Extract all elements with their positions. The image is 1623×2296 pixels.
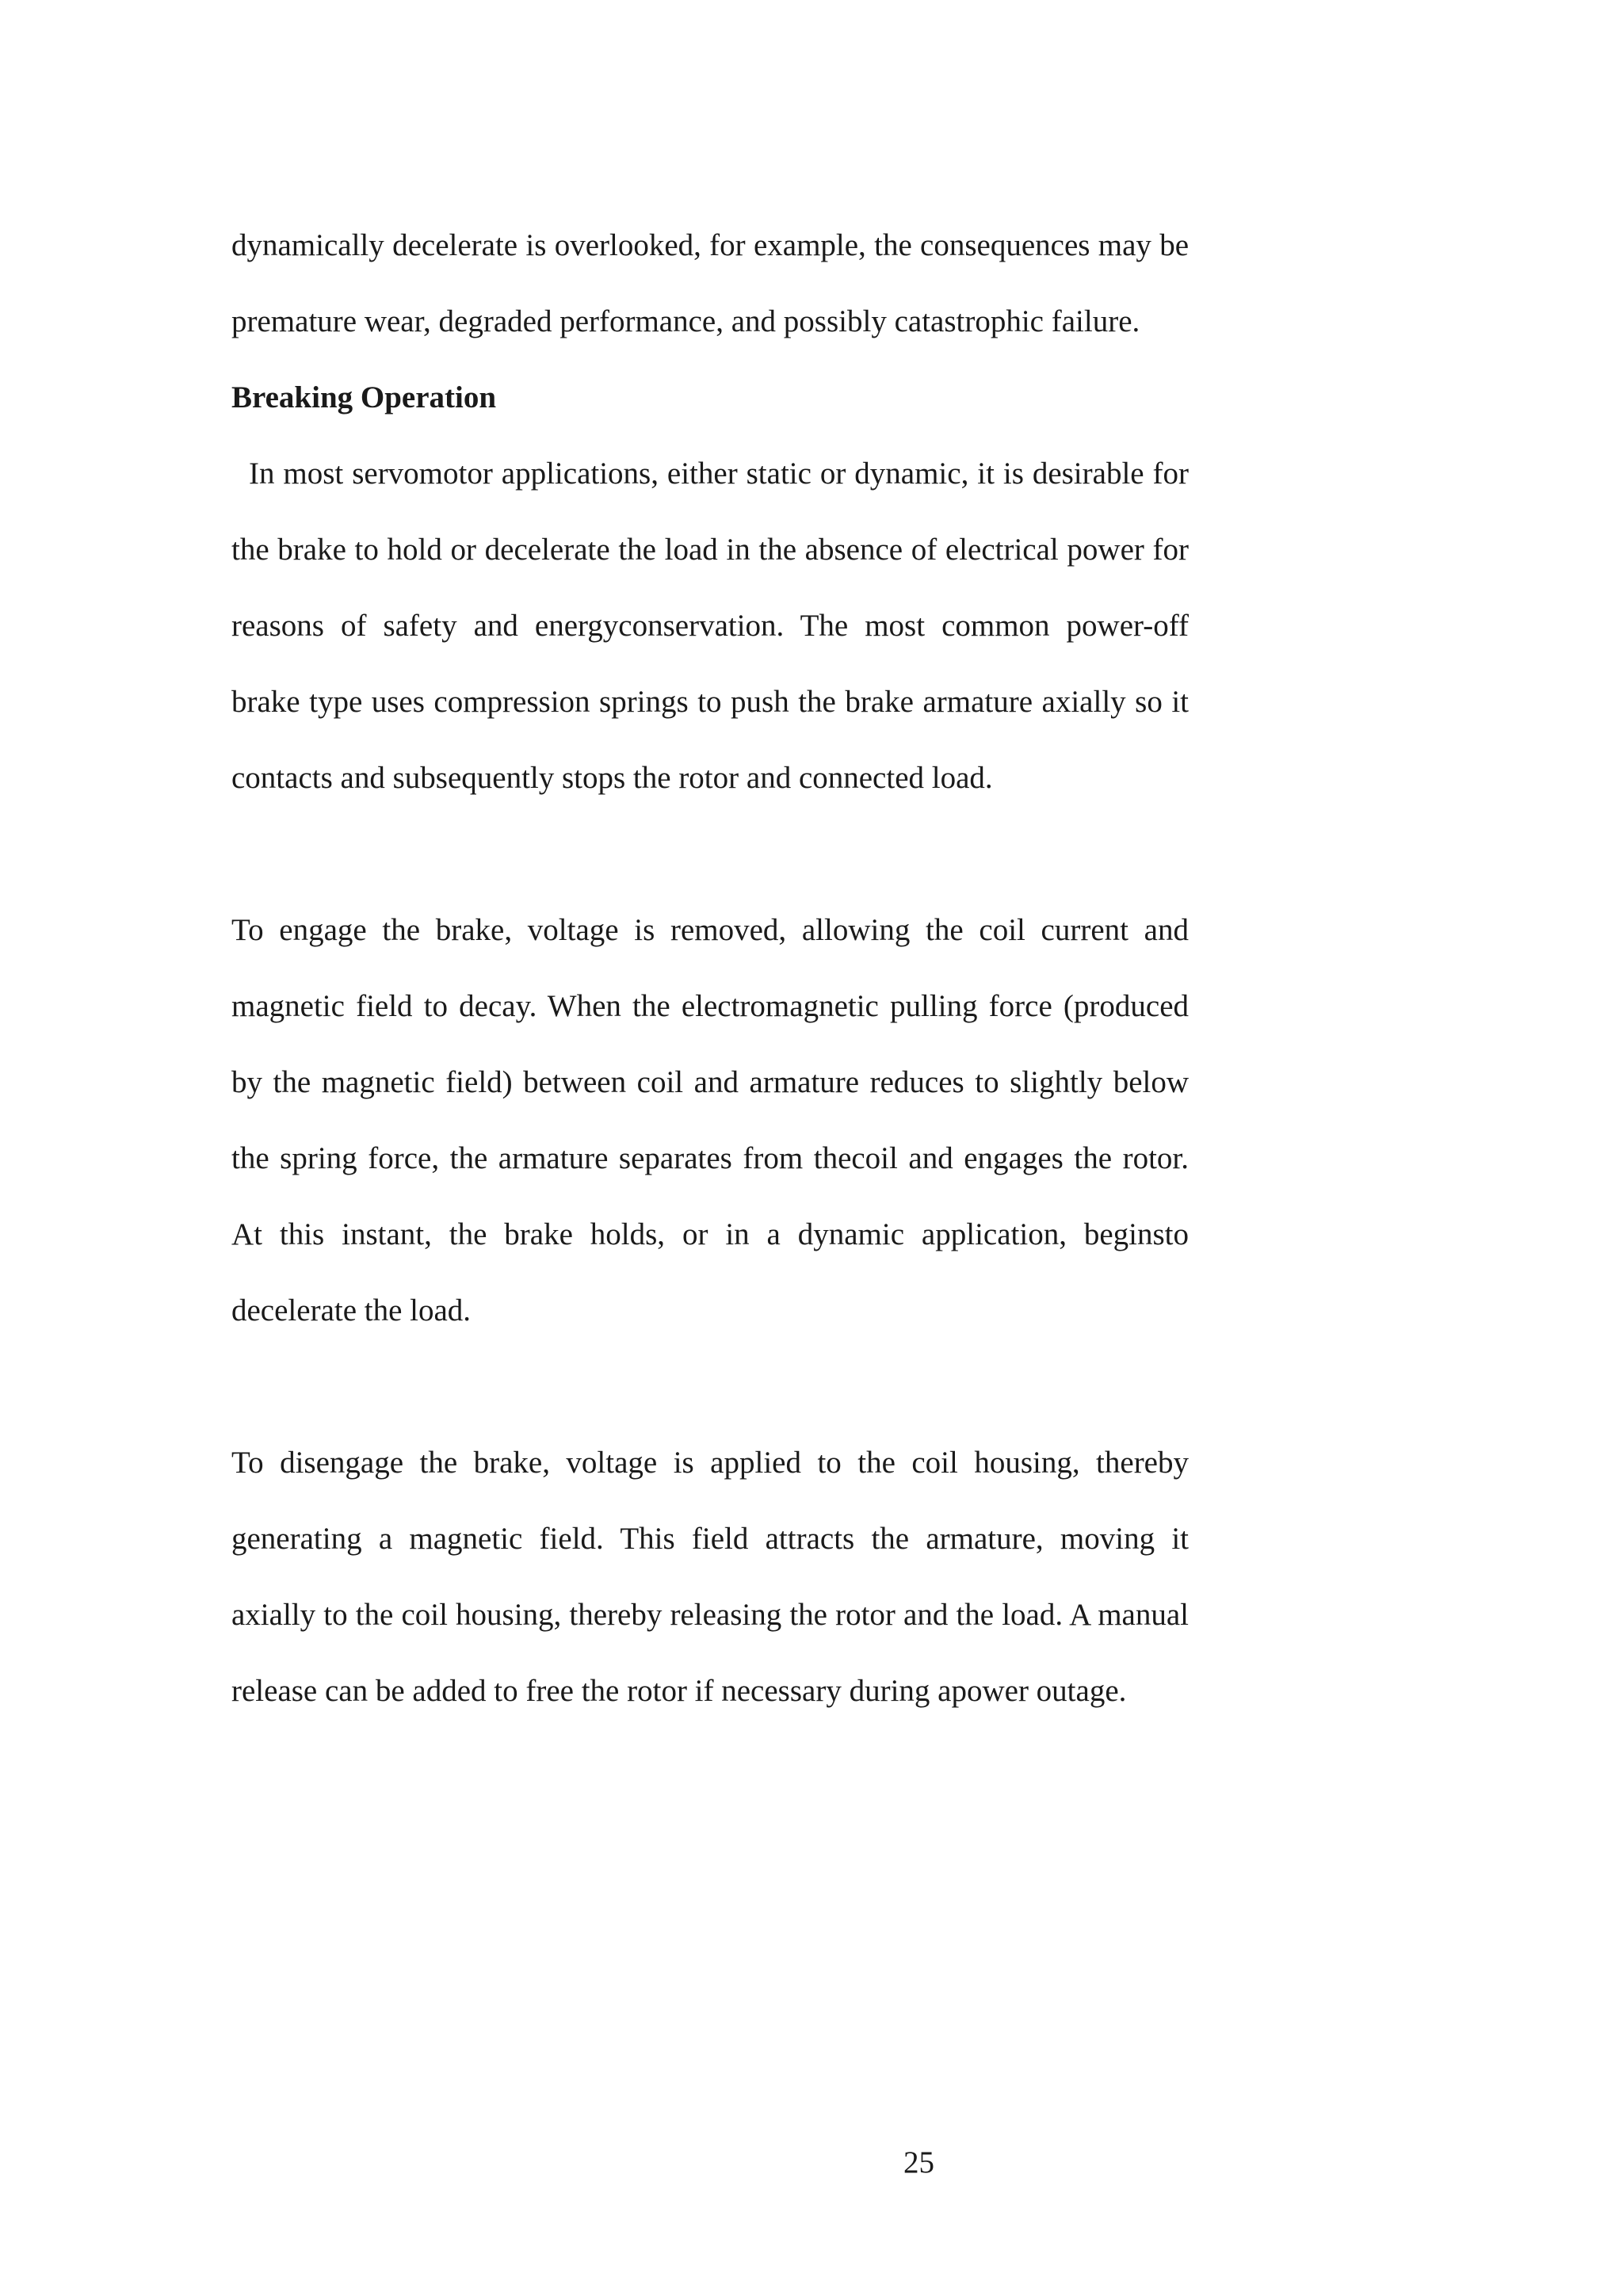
section-heading: Breaking Operation <box>231 380 497 415</box>
paragraph-gap <box>231 816 1189 892</box>
page-number: 25 <box>903 2145 934 2179</box>
paragraph-disengage-brake: To disengage the brake, voltage is applied to the coil housing, thereby generating a magnetic field. This field attracts the armature, moving it axially to the coil housing, thereby releasing the rotor and the load. A manual release can be added to free the rotor if necessary during apower outage. <box>231 1446 1189 1708</box>
paragraph-continuation: dynamically decelerate is overlooked, for example, the consequences may be premature wear, degraded performance, and possibly catastrophic failure. <box>231 228 1189 338</box>
paragraph-engage-brake: To engage the brake, voltage is removed, allowing the coil current and magnetic field to decay. When the electromagnetic pulling force (produced by the magnetic field) between coil and armature reduces to slightly below the spring force, the armature separates from thecoil and engages the rotor. At this instant, the brake holds, or in a dynamic application, beginsto decelerate the load. <box>231 913 1189 1328</box>
body-text <box>231 208 1189 1729</box>
paragraph-gap <box>231 1349 1189 1425</box>
paragraph-power-off-brake: In most servomotor applications, either static or dynamic, it is desirable for the brake to hold or decelerate the load in the absence of electrical power for reasons of safety and energyconservation. The most common power-off brake type uses compression springs to push the brake armature axially so it contacts and subsequently stops the rotor and connected load. <box>231 457 1189 795</box>
